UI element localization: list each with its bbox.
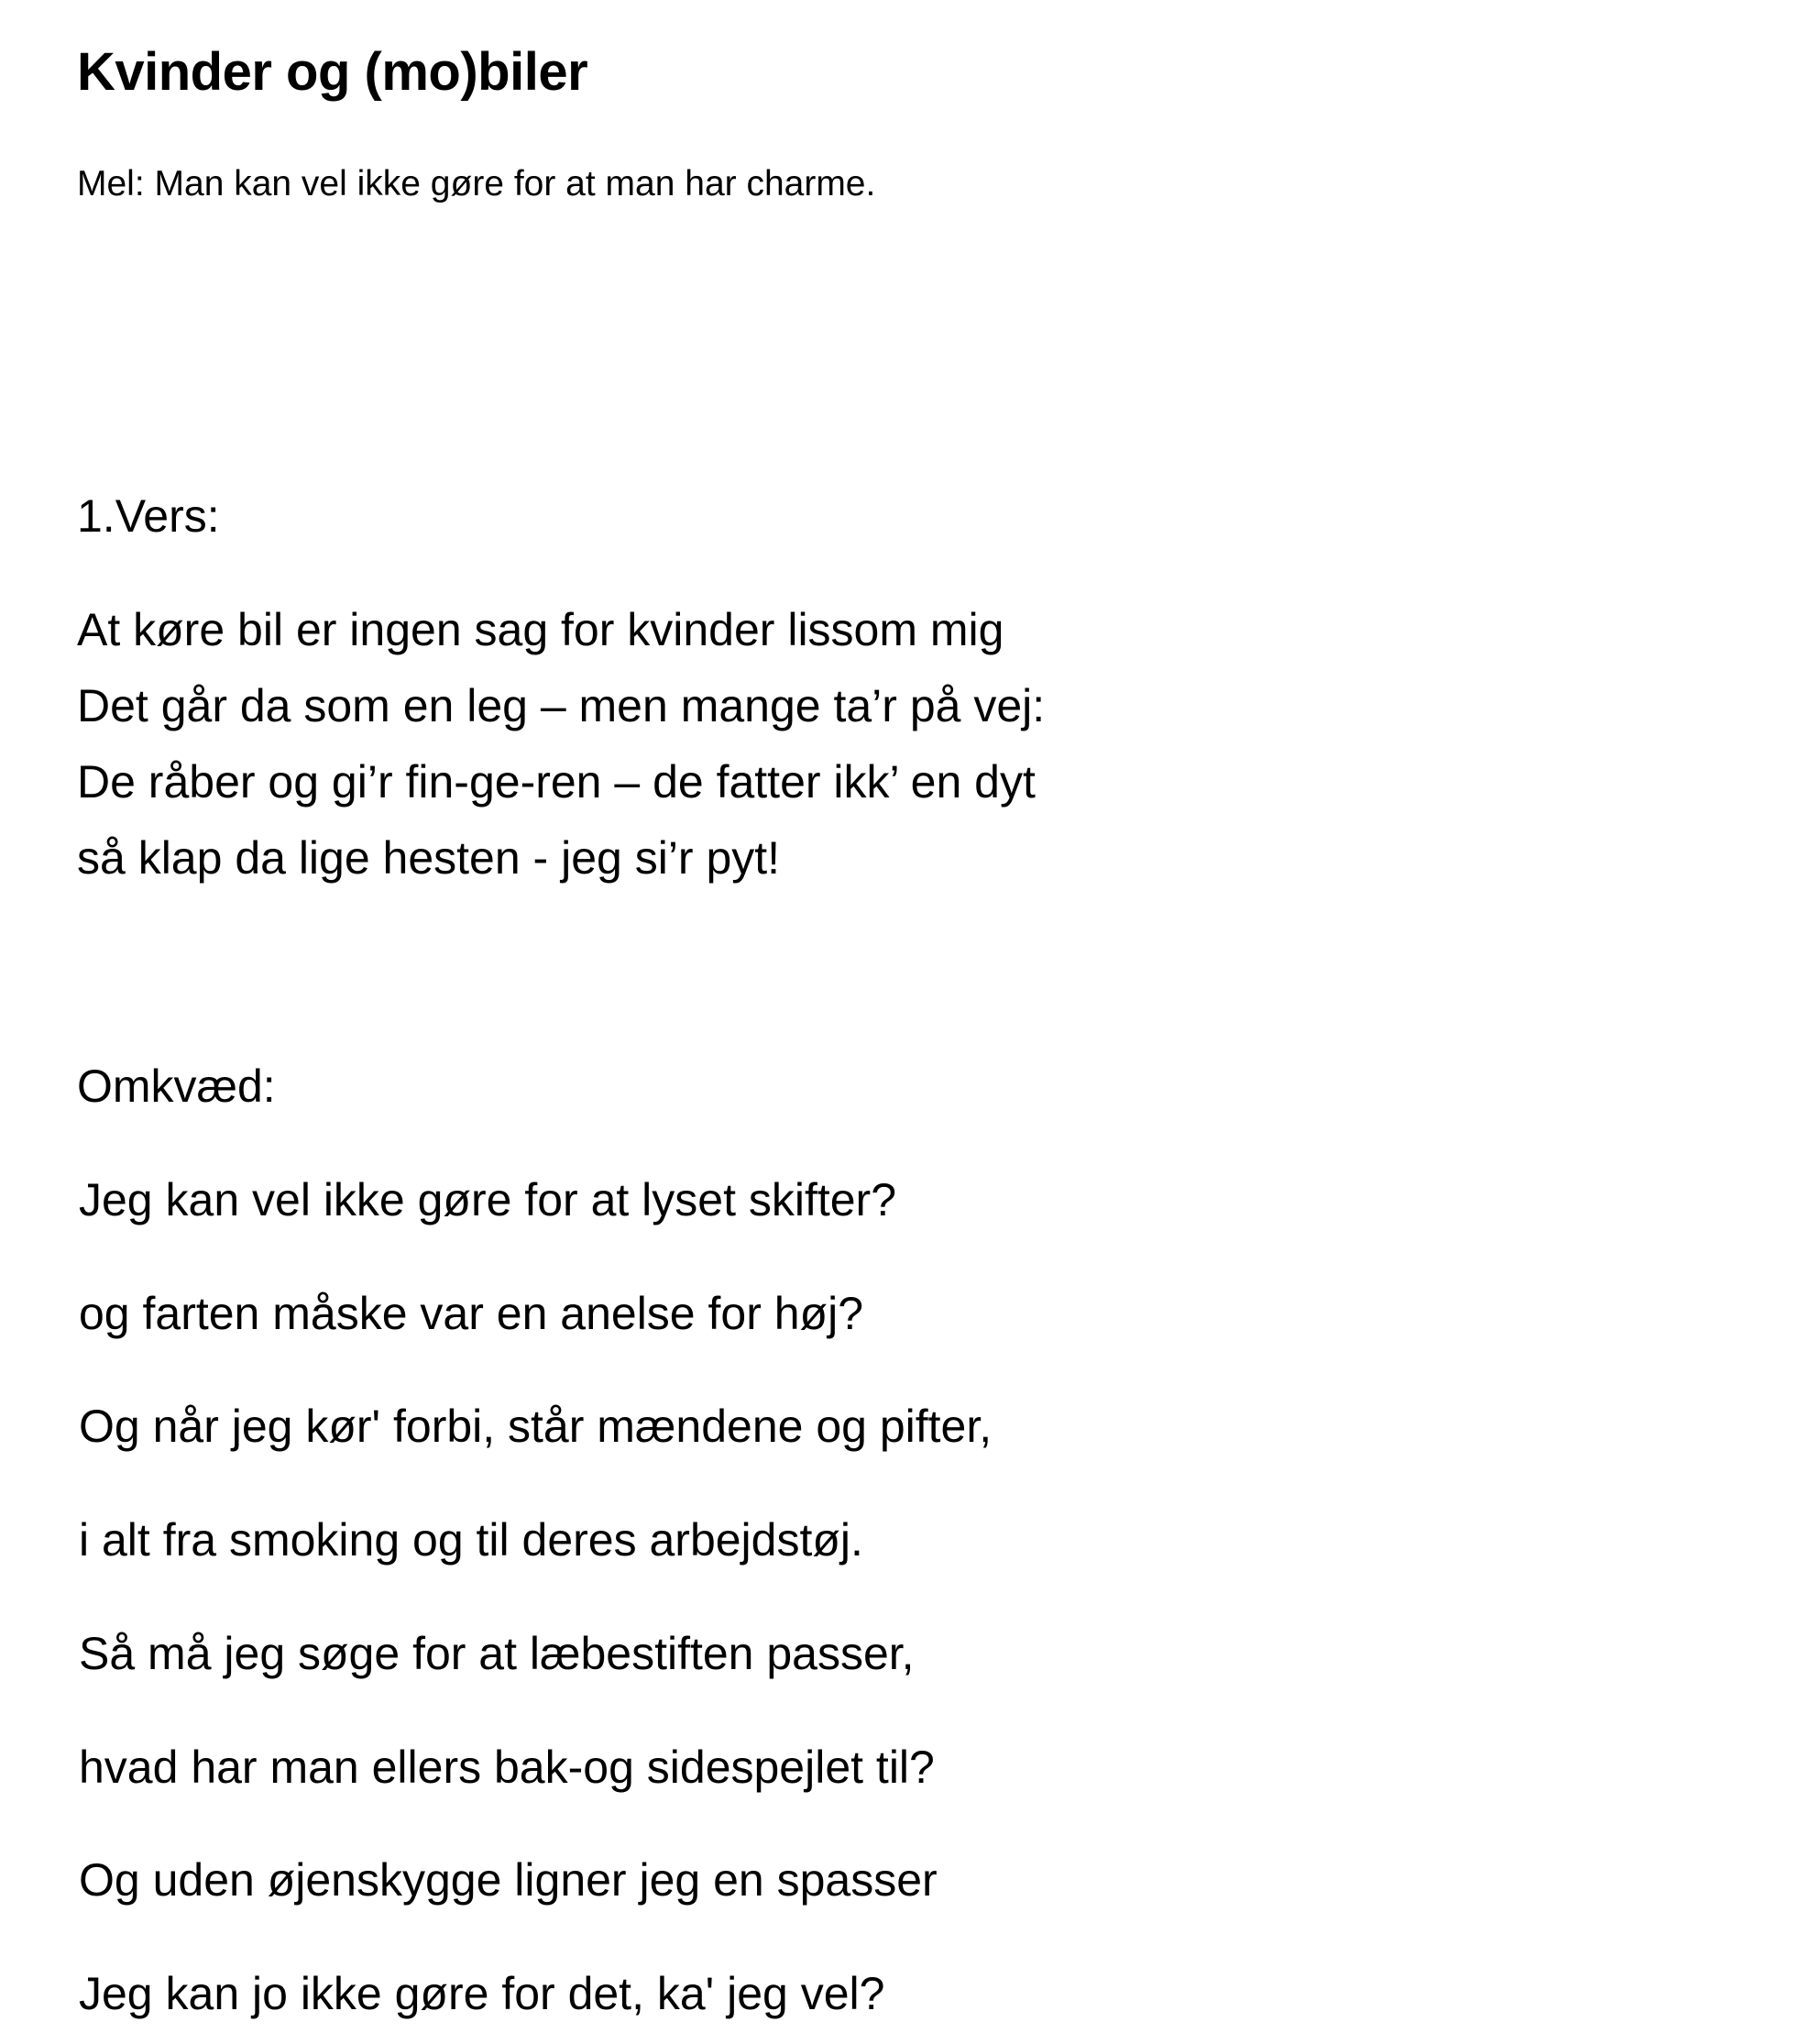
verse-label: 1.Vers: [77,490,220,542]
chorus-line: Og uden øjenskygge ligner jeg en spasser [79,1854,938,1906]
chorus-label: Omkvæd: [77,1060,276,1112]
song-title: Kvinder og (mo)biler [77,42,588,102]
chorus-line: Så må jeg søge for at læbestiften passer, [79,1628,915,1679]
chorus-line: og farten måske var en anelse for høj? [79,1288,864,1339]
melody-note: Mel: Man kan vel ikke gøre for at man har charme. [77,164,876,203]
chorus-line: i alt fra smoking og til deres arbejdstøj. [79,1514,863,1566]
chorus-line: Jeg kan jo ikke gøre for det, ka' jeg vel? [79,1968,885,2019]
chorus-line: Jeg kan vel ikke gøre for at lyset skifter? [79,1174,897,1225]
chorus-line: hvad har man ellers bak-og sidespejlet til? [79,1742,935,1793]
chorus-line: Og når jeg kør' forbi, står mændene og pifter, [79,1401,993,1452]
verse-line: De råber og gi’r fin-ge-ren – de fatter ikk’ en dyt [77,756,1036,808]
verse-line: At køre bil er ingen sag for kvinder lissom mig [77,604,1004,655]
verse-line: så klap da lige hesten - jeg si’r pyt! [77,832,781,884]
verse-line: Det går da som en leg – men mange ta’r på vej: [77,680,1046,731]
